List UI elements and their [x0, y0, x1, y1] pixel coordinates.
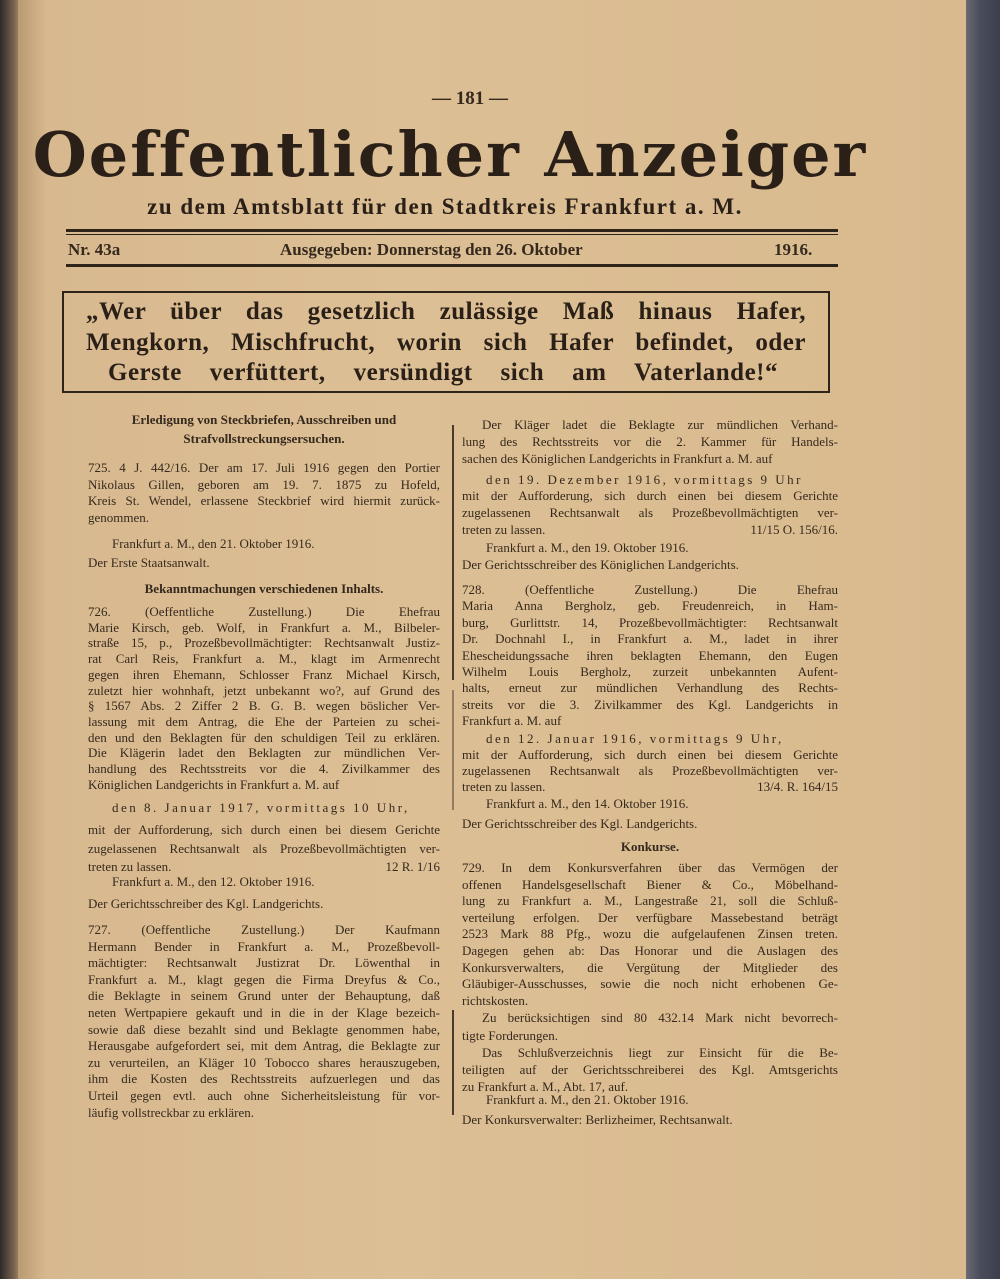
text-line: treten zu lassen. 13/4. R. 164/15 — [462, 778, 838, 794]
left-column-appointment — [112, 799, 440, 816]
text-line: lung zu Frankfurt a. M., Langestraße 21, soll die Schluß- — [462, 893, 838, 909]
text-line: neten Wertpapiere gekauft und in die in der Klage bezeich- — [88, 1004, 440, 1020]
text-line: Wilhelm Louis Bergholz, zurzeit unbekannten Aufent- — [462, 664, 838, 680]
right-column-para — [462, 488, 838, 538]
text-line: 725. 4 J. 442/16. Der am 17. Juli 1916 gegen den Portier — [88, 460, 440, 475]
right-column-heading — [462, 838, 838, 855]
text-line: 727. (Oeffentliche Zustellung.) Der Kaufmann — [88, 922, 440, 937]
text-line: sowie daß diese bezahlt sind und Beklagte genommen habe, — [88, 1021, 440, 1037]
book-cover-edge — [966, 0, 1000, 1279]
text-line: zu Frankfurt a. M., Abt. 17, auf. — [462, 1079, 629, 1094]
right-column-date — [486, 1091, 838, 1108]
right-column-date — [486, 539, 838, 556]
header-rule-top-thin — [66, 234, 838, 235]
header-rule-bottom — [66, 264, 838, 267]
text-line: Zu berücksichtigen sind 80 432.14 Mark nicht bevorrech- — [482, 1010, 838, 1025]
left-column-para — [88, 460, 440, 527]
text-line: 728. (Oeffentliche Zustellung.) Die Ehefrau — [462, 582, 838, 597]
text-line: streits vor die 3. Zivilkammer des Kgl. Landgerichts in — [462, 696, 838, 712]
text-line: offenen Handelsgesellschaft Biener & Co., Möbelhand- — [462, 876, 838, 892]
text-line: 729. In dem Konkursverfahren über das Vermögen der — [462, 860, 838, 875]
text-line: Der Erste Staatsanwalt. — [88, 555, 210, 570]
text-line: zugelassenen Rechtsanwalt als Prozeßbevollmächtigten ver- — [462, 504, 838, 520]
text-line: lassung mit dem Antrag, die Ehe der Parteien zu schei- — [88, 713, 440, 729]
text-line: straße 15, p., Prozeßbevollmächtigter: Rechtsanwalt Justiz- — [88, 635, 440, 651]
text-line: tigte Forderungen. — [462, 1027, 559, 1043]
left-column-date — [112, 535, 440, 552]
text-line: Erledigung von Steckbriefen, Ausschreiben und — [131, 412, 397, 427]
right-column-date — [486, 795, 838, 812]
text-line: Hermann Bender in Frankfurt a. M., Prozeßbevoll- — [88, 938, 440, 954]
text-line: mit der Aufforderung, sich durch einen bei diesem Gerichte — [88, 822, 440, 837]
right-column-sign — [462, 815, 838, 832]
right-column-para — [462, 747, 838, 794]
text-line: Frankfurt a. M., den 21. Oktober 1916. — [486, 1092, 689, 1107]
text-line: Frankfurt a. M., den 12. Oktober 1916. — [112, 874, 315, 889]
text-line: Dagegen gehen ab: Das Honorar und die Auslagen des — [462, 942, 838, 958]
text-line: halts, erneut zur mündlichen Verhandlung des Rechts- — [462, 680, 838, 696]
text-line: Nikolaus Gillen, geboren am 19. 7. 1875 zu Hofeld, — [88, 476, 440, 492]
text-line: 726. (Oeffentliche Zustellung.) Die Ehefrau — [88, 604, 440, 619]
text-line: lung des Rechtsstreits vor die 2. Kammer für Handels- — [462, 434, 838, 449]
text-line: ihm die Kosten des Rechtsstreits aufzuerlegen und das — [88, 1071, 440, 1087]
text-line: Marie Kirsch, geb. Wolf, in Frankfurt a. M., Bilbeler- — [88, 619, 440, 635]
text-line: den und den Beklagten für den schuldigen Teil zu erklären. — [88, 729, 440, 745]
text-line: Der Kläger ladet die Beklagte zur mündlichen Verhand- — [482, 417, 838, 432]
header-rule-top — [66, 229, 838, 232]
left-column-para — [88, 922, 440, 1121]
text-line: Gläubiger-Ausschusses, sowie die noch nicht erhobenen Ge- — [462, 976, 838, 992]
text-line: zuletzt hier wohnhaft, jetzt unbekannt wo?, auf Grund des — [88, 682, 440, 698]
text-line: Der Gerichtsschreiber des Königlichen Landgerichts. — [462, 557, 739, 572]
left-column-sign — [88, 554, 440, 571]
text-line: Frankfurt a. M., den 19. Oktober 1916. — [486, 540, 689, 555]
text-line: den 12. Januar 1916, vormittags 9 Uhr, — [486, 731, 784, 746]
text-line: Kreis St. Wendel, erlassene Steckbrief wird hiermit zurück- — [88, 493, 440, 509]
left-column-para — [88, 604, 440, 792]
right-column-appointment — [486, 471, 838, 488]
text-line: handlung des Rechtsstreits vor die 4. Zivilkammer des — [88, 761, 440, 777]
column-divider — [452, 690, 454, 810]
right-column-para — [462, 860, 838, 1009]
slogan-line: Mengkorn, Mischfrucht, worin sich Hafer befindet, oder — [86, 329, 806, 356]
left-column-para — [88, 821, 440, 877]
right-column-sign — [462, 556, 838, 573]
text-line: Konkursverwalters, die Vergütung der Mitglieder des — [462, 959, 838, 975]
text-line: Der Gerichtsschreiber des Kgl. Landgerichts. — [88, 896, 324, 911]
column-divider — [452, 1010, 454, 1115]
text-line: treten zu lassen. 11/15 O. 156/16. — [462, 521, 838, 537]
right-column-sign — [462, 1111, 838, 1128]
text-line: Dr. Dochnahl I., in Frankfurt a. M., ladet in ihrer — [462, 631, 838, 647]
right-column-appointment — [486, 730, 838, 747]
text-line: rat Carl Reis, Frankfurt a. M., klagt im Armenrecht — [88, 651, 440, 667]
left-column-heading — [88, 580, 440, 597]
text-line: Ehescheidungssache ihren beklagten Ehemann, den Eugen — [462, 647, 838, 663]
text-line: Königlichen Landgerichts in Frankfurt a. M. auf — [88, 776, 340, 792]
text-line: Der Konkursverwalter: Berlizheimer, Rechtsanwalt. — [462, 1112, 733, 1127]
slogan-line: „Wer über das gesetzlich zulässige Maß hinaus Hafer, — [86, 298, 806, 325]
text-line: Konkurse. — [620, 839, 680, 854]
right-column-para — [462, 582, 838, 730]
text-line: den 8. Januar 1917, vormittags 10 Uhr, — [112, 800, 410, 815]
text-line: Maria Anna Bergholz, geb. Freudenreich, in Ham- — [462, 598, 838, 614]
left-column-date — [112, 873, 440, 890]
slogan-box — [62, 291, 830, 393]
column-divider — [452, 425, 454, 680]
case-reference: 11/15 O. 156/16. — [750, 521, 838, 537]
issue-year: 1916. — [774, 240, 813, 259]
text-line: 2523 Mark 88 Pfg., wozu die aufgelaufenen Zinsen treten. — [462, 926, 838, 942]
text-line: die Beklagte in seinem Grund unter der Behauptung, daß — [88, 988, 440, 1004]
left-column-heading — [88, 410, 440, 448]
text-line: Frankfurt a. M., den 21. Oktober 1916. — [112, 536, 315, 551]
text-line: Herausgabe aufgefordert sei, mit dem Antrag, die Beklagte zur — [88, 1038, 440, 1054]
issue-line — [68, 240, 824, 262]
right-column-para — [462, 416, 838, 467]
text-line: mächtigter: Rechtsanwalt Justizrat Dr. Löwenthal in — [88, 955, 440, 971]
text-line: Bekanntmachungen verschiedenen Inhalts. — [144, 581, 384, 596]
text-line: zu verurteilen, an Kläger 10 Tobocco shares herauszugeben, — [88, 1054, 440, 1070]
right-column-para — [462, 1044, 838, 1095]
text-line: Frankfurt a. M., klagt gegen die Firma Dreyfus & Co., — [88, 971, 440, 987]
slogan-line: Gerste verfüttert, versündigt sich am Vaterlande!“ — [108, 359, 778, 386]
text-line: mit der Aufforderung, sich durch einen bei diesem Gerichte — [462, 747, 838, 762]
text-line: genommen. — [88, 510, 150, 526]
issue-date: Ausgegeben: Donnerstag den 26. Oktober — [280, 240, 583, 259]
case-reference: 13/4. R. 164/15 — [757, 778, 838, 794]
masthead-subtitle: zu dem Amtsblatt für den Stadtkreis Frankfurt a. M. — [147, 194, 743, 219]
text-line: treten zu lassen. 12 R. 1/16 — [88, 858, 440, 877]
left-column-sign — [88, 895, 440, 912]
issue-number: Nr. 43a — [68, 240, 121, 259]
text-line: Strafvollstreckungsersuchen. — [183, 431, 345, 446]
text-line: verteilung erfolgen. Der verfügbare Massebestand beträgt — [462, 909, 838, 925]
text-line: Das Schlußverzeichnis liegt zur Einsicht für die Be- — [482, 1045, 838, 1060]
text-line: richtskosten. — [462, 992, 529, 1008]
text-line: burg, Gurlittstr. 14, Prozeßbevollmächtigter: Rechtsanwalt — [462, 614, 838, 630]
masthead-title: Oeffentlicher Anzeiger — [32, 118, 868, 191]
text-line: sachen des Königlichen Landgerichts in Frankfurt a. M. auf — [462, 451, 773, 466]
text-line: Frankfurt a. M. auf — [462, 713, 562, 729]
text-line: § 1567 Abs. 2 Ziffer 2 B. G. B. wegen böslicher Ver- — [88, 698, 440, 714]
text-line: den 19. Dezember 1916, vormittags 9 Uhr — [486, 472, 804, 487]
text-line: zugelassenen Rechtsanwalt als Prozeßbevollmächtigten ver- — [462, 762, 838, 778]
case-reference: 12 R. 1/16 — [385, 859, 440, 874]
text-line: mit der Aufforderung, sich durch einen bei diesem Gerichte — [462, 488, 838, 503]
text-line: teiligten auf der Gerichtsschreiberei des Kgl. Amtsgerichts — [462, 1062, 838, 1077]
text-line: Die Klägerin ladet den Beklagten zur mündlichen Ver- — [88, 745, 440, 761]
text-line: Frankfurt a. M., den 14. Oktober 1916. — [486, 796, 689, 811]
text-line: zugelassenen Rechtsanwalt als Prozeßbevollmächtigten ver- — [88, 840, 440, 856]
page-number: — 181 — — [432, 88, 508, 109]
right-column-para — [462, 1009, 838, 1044]
text-line: Der Gerichtsschreiber des Kgl. Landgerichts. — [462, 816, 698, 831]
text-line: läufig vollstreckbar zu erklären. — [88, 1104, 255, 1120]
text-line: Urteil gegen evtl. auch ohne Sicherheitsleistung für vor- — [88, 1087, 440, 1103]
text-line: gegen ihren Ehemann, Schlosser Franz Michael Kirsch, — [88, 666, 440, 682]
